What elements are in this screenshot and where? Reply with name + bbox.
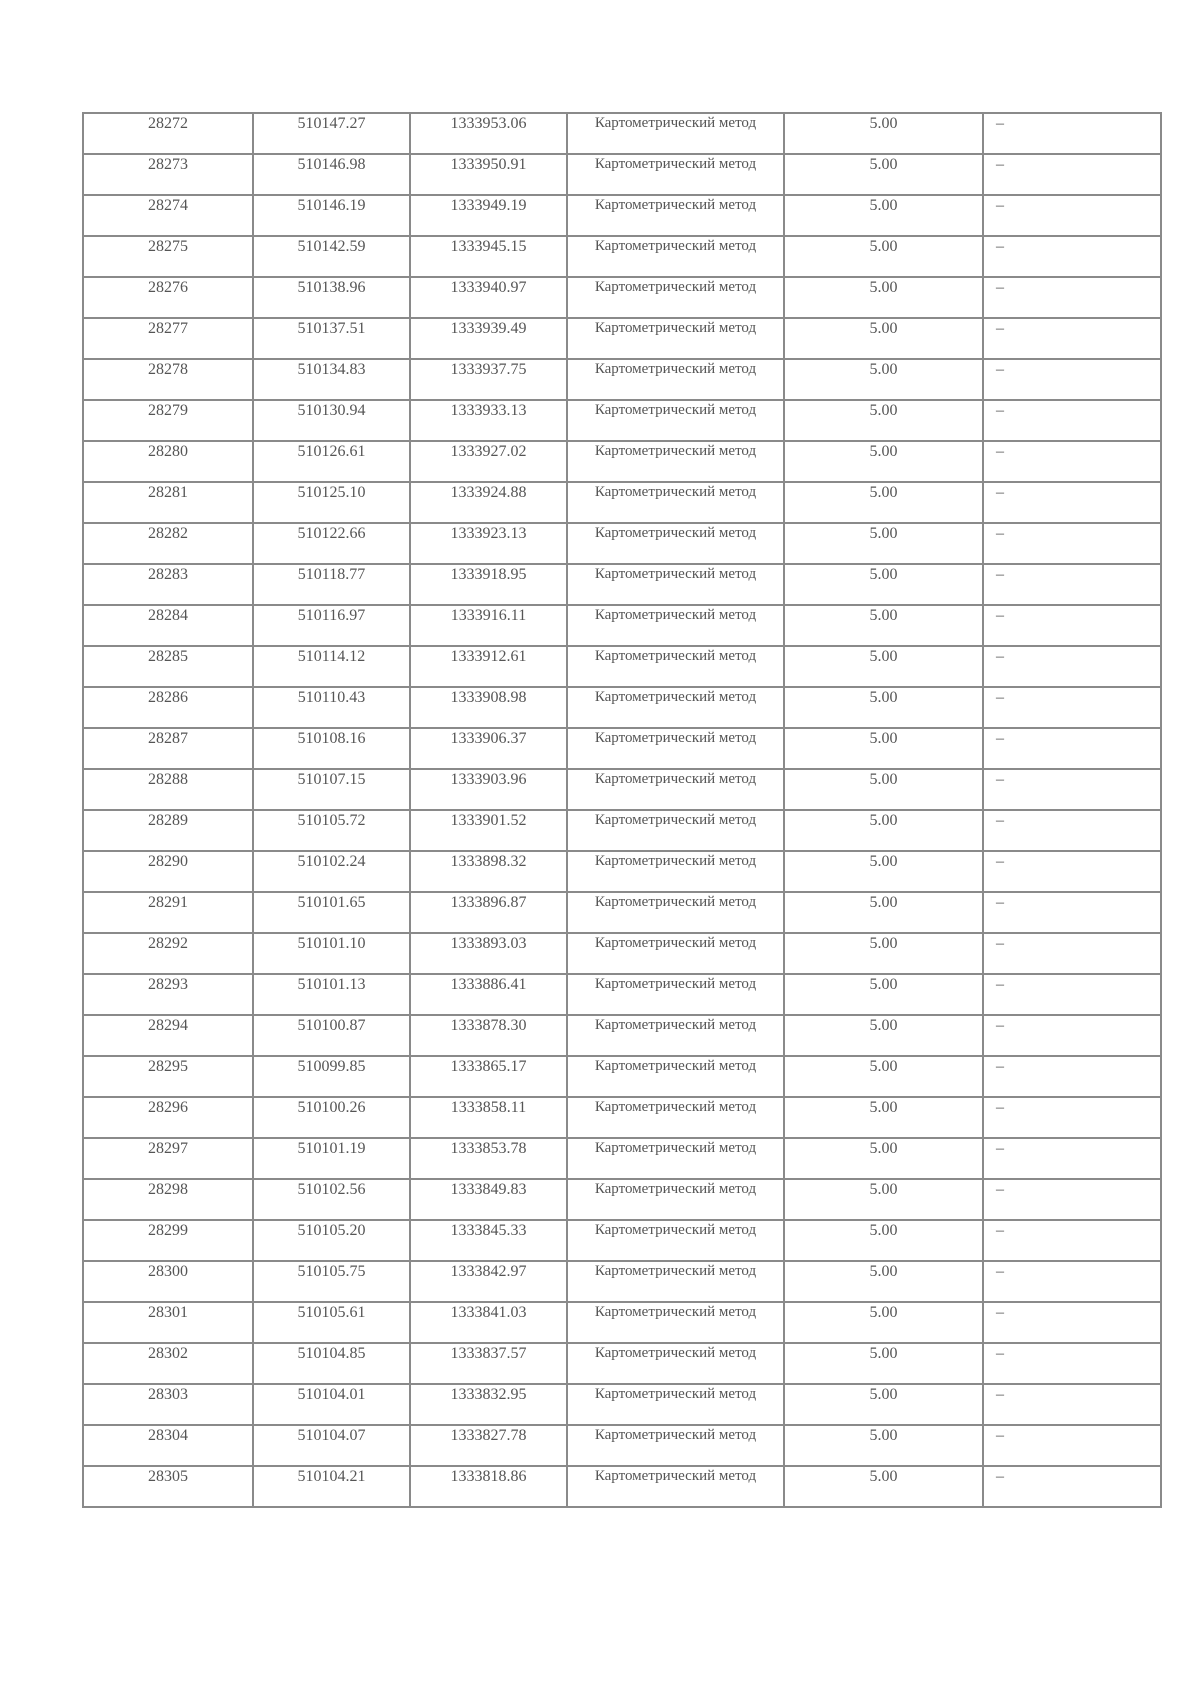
description-cell: – — [983, 1056, 1161, 1097]
point-number-cell: 28294 — [83, 1015, 253, 1056]
table-row — [83, 400, 1161, 441]
point-number-cell: 28287 — [83, 728, 253, 769]
accuracy-cell: 5.00 — [784, 646, 983, 687]
y-coordinate-cell: 1333858.11 — [410, 1097, 567, 1138]
point-number-cell: 28274 — [83, 195, 253, 236]
accuracy-cell: 5.00 — [784, 1015, 983, 1056]
x-coordinate-cell: 510137.51 — [253, 318, 410, 359]
y-coordinate-cell: 1333841.03 — [410, 1302, 567, 1343]
method-cell: Картометрический метод — [567, 810, 784, 851]
point-number-cell: 28305 — [83, 1466, 253, 1507]
description-cell: – — [983, 318, 1161, 359]
table-row — [83, 359, 1161, 400]
y-coordinate-cell: 1333940.97 — [410, 277, 567, 318]
y-coordinate-cell: 1333908.98 — [410, 687, 567, 728]
accuracy-cell: 5.00 — [784, 974, 983, 1015]
accuracy-cell: 5.00 — [784, 1056, 983, 1097]
description-cell: – — [983, 933, 1161, 974]
table-row — [83, 933, 1161, 974]
method-cell: Картометрический метод — [567, 400, 784, 441]
y-coordinate-cell: 1333950.91 — [410, 154, 567, 195]
method-cell: Картометрический метод — [567, 1466, 784, 1507]
description-cell: – — [983, 1384, 1161, 1425]
y-coordinate-cell: 1333916.11 — [410, 605, 567, 646]
method-cell: Картометрический метод — [567, 236, 784, 277]
table-row — [83, 687, 1161, 728]
method-cell: Картометрический метод — [567, 441, 784, 482]
method-cell: Картометрический метод — [567, 523, 784, 564]
y-coordinate-cell: 1333842.97 — [410, 1261, 567, 1302]
accuracy-cell: 5.00 — [784, 195, 983, 236]
description-cell: – — [983, 1343, 1161, 1384]
x-coordinate-cell: 510125.10 — [253, 482, 410, 523]
table-row — [83, 113, 1161, 154]
table-row — [83, 1138, 1161, 1179]
y-coordinate-cell: 1333898.32 — [410, 851, 567, 892]
table-row — [83, 1179, 1161, 1220]
x-coordinate-cell: 510118.77 — [253, 564, 410, 605]
method-cell: Картометрический метод — [567, 1343, 784, 1384]
table-row — [83, 646, 1161, 687]
table-row — [83, 810, 1161, 851]
point-number-cell: 28296 — [83, 1097, 253, 1138]
table-row — [83, 1220, 1161, 1261]
y-coordinate-cell: 1333949.19 — [410, 195, 567, 236]
accuracy-cell: 5.00 — [784, 892, 983, 933]
accuracy-cell: 5.00 — [784, 933, 983, 974]
point-number-cell: 28284 — [83, 605, 253, 646]
description-cell: – — [983, 1302, 1161, 1343]
accuracy-cell: 5.00 — [784, 523, 983, 564]
accuracy-cell: 5.00 — [784, 1302, 983, 1343]
x-coordinate-cell: 510116.97 — [253, 605, 410, 646]
x-coordinate-cell: 510101.13 — [253, 974, 410, 1015]
table-row — [83, 482, 1161, 523]
point-number-cell: 28304 — [83, 1425, 253, 1466]
x-coordinate-cell: 510104.21 — [253, 1466, 410, 1507]
point-number-cell: 28275 — [83, 236, 253, 277]
method-cell: Картометрический метод — [567, 605, 784, 646]
point-number-cell: 28293 — [83, 974, 253, 1015]
point-number-cell: 28301 — [83, 1302, 253, 1343]
accuracy-cell: 5.00 — [784, 851, 983, 892]
description-cell: – — [983, 1466, 1161, 1507]
method-cell: Картометрический метод — [567, 687, 784, 728]
x-coordinate-cell: 510110.43 — [253, 687, 410, 728]
table-row — [83, 318, 1161, 359]
description-cell: – — [983, 1425, 1161, 1466]
y-coordinate-cell: 1333865.17 — [410, 1056, 567, 1097]
point-number-cell: 28295 — [83, 1056, 253, 1097]
y-coordinate-cell: 1333924.88 — [410, 482, 567, 523]
accuracy-cell: 5.00 — [784, 1466, 983, 1507]
y-coordinate-cell: 1333849.83 — [410, 1179, 567, 1220]
description-cell: – — [983, 728, 1161, 769]
accuracy-cell: 5.00 — [784, 728, 983, 769]
accuracy-cell: 5.00 — [784, 564, 983, 605]
description-cell: – — [983, 1261, 1161, 1302]
table-row — [83, 236, 1161, 277]
point-number-cell: 28283 — [83, 564, 253, 605]
method-cell: Картометрический метод — [567, 1384, 784, 1425]
point-number-cell: 28278 — [83, 359, 253, 400]
table-row — [83, 441, 1161, 482]
description-cell: – — [983, 154, 1161, 195]
accuracy-cell: 5.00 — [784, 1384, 983, 1425]
accuracy-cell: 5.00 — [784, 154, 983, 195]
description-cell: – — [983, 400, 1161, 441]
method-cell: Картометрический метод — [567, 195, 784, 236]
table-row — [83, 851, 1161, 892]
description-cell: – — [983, 113, 1161, 154]
description-cell: – — [983, 1097, 1161, 1138]
table-row — [83, 605, 1161, 646]
point-number-cell: 28285 — [83, 646, 253, 687]
method-cell: Картометрический метод — [567, 154, 784, 195]
point-number-cell: 28279 — [83, 400, 253, 441]
point-number-cell: 28288 — [83, 769, 253, 810]
y-coordinate-cell: 1333918.95 — [410, 564, 567, 605]
description-cell: – — [983, 810, 1161, 851]
method-cell: Картометрический метод — [567, 728, 784, 769]
x-coordinate-cell: 510146.19 — [253, 195, 410, 236]
description-cell: – — [983, 482, 1161, 523]
y-coordinate-cell: 1333893.03 — [410, 933, 567, 974]
point-number-cell: 28300 — [83, 1261, 253, 1302]
description-cell: – — [983, 359, 1161, 400]
point-number-cell: 28292 — [83, 933, 253, 974]
accuracy-cell: 5.00 — [784, 605, 983, 646]
accuracy-cell: 5.00 — [784, 1097, 983, 1138]
y-coordinate-cell: 1333878.30 — [410, 1015, 567, 1056]
description-cell: – — [983, 1220, 1161, 1261]
y-coordinate-cell: 1333937.75 — [410, 359, 567, 400]
y-coordinate-cell: 1333853.78 — [410, 1138, 567, 1179]
x-coordinate-cell: 510100.87 — [253, 1015, 410, 1056]
accuracy-cell: 5.00 — [784, 113, 983, 154]
y-coordinate-cell: 1333927.02 — [410, 441, 567, 482]
accuracy-cell: 5.00 — [784, 1343, 983, 1384]
coordinates-table — [82, 112, 1162, 1508]
table-row — [83, 1261, 1161, 1302]
x-coordinate-cell: 510105.20 — [253, 1220, 410, 1261]
point-number-cell: 28286 — [83, 687, 253, 728]
accuracy-cell: 5.00 — [784, 359, 983, 400]
method-cell: Картометрический метод — [567, 933, 784, 974]
x-coordinate-cell: 510104.01 — [253, 1384, 410, 1425]
description-cell: – — [983, 236, 1161, 277]
x-coordinate-cell: 510107.15 — [253, 769, 410, 810]
accuracy-cell: 5.00 — [784, 769, 983, 810]
y-coordinate-cell: 1333818.86 — [410, 1466, 567, 1507]
description-cell: – — [983, 892, 1161, 933]
accuracy-cell: 5.00 — [784, 1261, 983, 1302]
description-cell: – — [983, 646, 1161, 687]
accuracy-cell: 5.00 — [784, 441, 983, 482]
table-row — [83, 564, 1161, 605]
x-coordinate-cell: 510102.56 — [253, 1179, 410, 1220]
table-row — [83, 1466, 1161, 1507]
description-cell: – — [983, 195, 1161, 236]
x-coordinate-cell: 510104.07 — [253, 1425, 410, 1466]
y-coordinate-cell: 1333837.57 — [410, 1343, 567, 1384]
table-row — [83, 728, 1161, 769]
table-row — [83, 523, 1161, 564]
method-cell: Картометрический метод — [567, 1056, 784, 1097]
method-cell: Картометрический метод — [567, 359, 784, 400]
x-coordinate-cell: 510114.12 — [253, 646, 410, 687]
y-coordinate-cell: 1333901.52 — [410, 810, 567, 851]
point-number-cell: 28302 — [83, 1343, 253, 1384]
point-number-cell: 28280 — [83, 441, 253, 482]
point-number-cell: 28298 — [83, 1179, 253, 1220]
description-cell: – — [983, 1179, 1161, 1220]
point-number-cell: 28281 — [83, 482, 253, 523]
accuracy-cell: 5.00 — [784, 318, 983, 359]
method-cell: Картометрический метод — [567, 1302, 784, 1343]
x-coordinate-cell: 510122.66 — [253, 523, 410, 564]
description-cell: – — [983, 1138, 1161, 1179]
method-cell: Картометрический метод — [567, 769, 784, 810]
method-cell: Картометрический метод — [567, 277, 784, 318]
point-number-cell: 28272 — [83, 113, 253, 154]
y-coordinate-cell: 1333933.13 — [410, 400, 567, 441]
method-cell: Картометрический метод — [567, 1015, 784, 1056]
table-row — [83, 277, 1161, 318]
point-number-cell: 28297 — [83, 1138, 253, 1179]
x-coordinate-cell: 510138.96 — [253, 277, 410, 318]
point-number-cell: 28299 — [83, 1220, 253, 1261]
x-coordinate-cell: 510142.59 — [253, 236, 410, 277]
accuracy-cell: 5.00 — [784, 482, 983, 523]
y-coordinate-cell: 1333886.41 — [410, 974, 567, 1015]
x-coordinate-cell: 510105.75 — [253, 1261, 410, 1302]
description-cell: – — [983, 1015, 1161, 1056]
y-coordinate-cell: 1333832.95 — [410, 1384, 567, 1425]
description-cell: – — [983, 605, 1161, 646]
table-row — [83, 1056, 1161, 1097]
method-cell: Картометрический метод — [567, 482, 784, 523]
y-coordinate-cell: 1333903.96 — [410, 769, 567, 810]
method-cell: Картометрический метод — [567, 1097, 784, 1138]
method-cell: Картометрический метод — [567, 1138, 784, 1179]
method-cell: Картометрический метод — [567, 318, 784, 359]
description-cell: – — [983, 687, 1161, 728]
method-cell: Картометрический метод — [567, 646, 784, 687]
method-cell: Картометрический метод — [567, 1179, 784, 1220]
y-coordinate-cell: 1333827.78 — [410, 1425, 567, 1466]
method-cell: Картометрический метод — [567, 851, 784, 892]
point-number-cell: 28303 — [83, 1384, 253, 1425]
y-coordinate-cell: 1333945.15 — [410, 236, 567, 277]
x-coordinate-cell: 510134.83 — [253, 359, 410, 400]
method-cell: Картометрический метод — [567, 1425, 784, 1466]
coordinates-table-body — [83, 113, 1161, 1507]
accuracy-cell: 5.00 — [784, 1179, 983, 1220]
accuracy-cell: 5.00 — [784, 277, 983, 318]
point-number-cell: 28291 — [83, 892, 253, 933]
accuracy-cell: 5.00 — [784, 687, 983, 728]
method-cell: Картометрический метод — [567, 1261, 784, 1302]
y-coordinate-cell: 1333953.06 — [410, 113, 567, 154]
description-cell: – — [983, 974, 1161, 1015]
accuracy-cell: 5.00 — [784, 400, 983, 441]
y-coordinate-cell: 1333845.33 — [410, 1220, 567, 1261]
table-row — [83, 974, 1161, 1015]
point-number-cell: 28290 — [83, 851, 253, 892]
x-coordinate-cell: 510102.24 — [253, 851, 410, 892]
x-coordinate-cell: 510101.10 — [253, 933, 410, 974]
table-row — [83, 195, 1161, 236]
method-cell: Картометрический метод — [567, 113, 784, 154]
table-row — [83, 1097, 1161, 1138]
description-cell: – — [983, 769, 1161, 810]
x-coordinate-cell: 510104.85 — [253, 1343, 410, 1384]
accuracy-cell: 5.00 — [784, 236, 983, 277]
x-coordinate-cell: 510126.61 — [253, 441, 410, 482]
x-coordinate-cell: 510105.61 — [253, 1302, 410, 1343]
x-coordinate-cell: 510101.65 — [253, 892, 410, 933]
x-coordinate-cell: 510100.26 — [253, 1097, 410, 1138]
y-coordinate-cell: 1333896.87 — [410, 892, 567, 933]
description-cell: – — [983, 851, 1161, 892]
method-cell: Картометрический метод — [567, 892, 784, 933]
accuracy-cell: 5.00 — [784, 1220, 983, 1261]
point-number-cell: 28289 — [83, 810, 253, 851]
method-cell: Картометрический метод — [567, 974, 784, 1015]
method-cell: Картометрический метод — [567, 564, 784, 605]
y-coordinate-cell: 1333906.37 — [410, 728, 567, 769]
description-cell: – — [983, 441, 1161, 482]
accuracy-cell: 5.00 — [784, 810, 983, 851]
description-cell: – — [983, 564, 1161, 605]
point-number-cell: 28276 — [83, 277, 253, 318]
description-cell: – — [983, 277, 1161, 318]
x-coordinate-cell: 510101.19 — [253, 1138, 410, 1179]
y-coordinate-cell: 1333923.13 — [410, 523, 567, 564]
x-coordinate-cell: 510099.85 — [253, 1056, 410, 1097]
x-coordinate-cell: 510146.98 — [253, 154, 410, 195]
table-row — [83, 154, 1161, 195]
y-coordinate-cell: 1333912.61 — [410, 646, 567, 687]
table-row — [83, 769, 1161, 810]
point-number-cell: 28273 — [83, 154, 253, 195]
table-row — [83, 1015, 1161, 1056]
point-number-cell: 28282 — [83, 523, 253, 564]
point-number-cell: 28277 — [83, 318, 253, 359]
method-cell: Картометрический метод — [567, 1220, 784, 1261]
table-row — [83, 1302, 1161, 1343]
table-row — [83, 1384, 1161, 1425]
x-coordinate-cell: 510105.72 — [253, 810, 410, 851]
x-coordinate-cell: 510108.16 — [253, 728, 410, 769]
accuracy-cell: 5.00 — [784, 1138, 983, 1179]
x-coordinate-cell: 510130.94 — [253, 400, 410, 441]
y-coordinate-cell: 1333939.49 — [410, 318, 567, 359]
description-cell: – — [983, 523, 1161, 564]
table-row — [83, 1425, 1161, 1466]
table-row — [83, 892, 1161, 933]
x-coordinate-cell: 510147.27 — [253, 113, 410, 154]
table-row — [83, 1343, 1161, 1384]
accuracy-cell: 5.00 — [784, 1425, 983, 1466]
